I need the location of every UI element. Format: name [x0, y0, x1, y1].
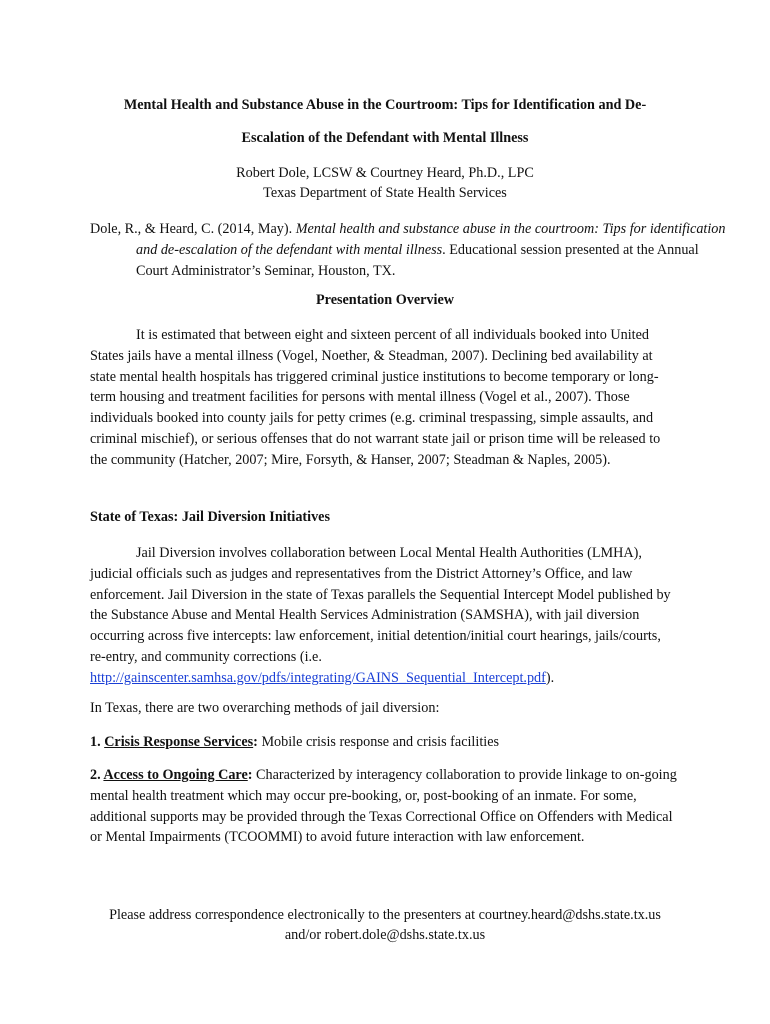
title-line-1: Mental Health and Substance Abuse in the Courtroom: Tips for Identification and De- — [123, 97, 647, 113]
correspondence-line-2: and/or robert.dole@dshs.state.tx.us — [284, 927, 486, 943]
overview-paragraph: It is estimated that between eight and sixteen percent of all individuals booked into United States jails have a mental illness (Vogel, Noether, & Steadman, 2007). Declining bed availability at state mental health hospitals has triggered criminal justice institutions to become temporary or long-term housing and treatment facilities for persons with mental illness (Vogel et al., 2007). Those individuals booked into county jails for petty crimes (e.g. criminal trespassing, simple assaults, and criminal mischief), or serious offenses that do not warrant state jail or prison time will be released to the community (Hatcher, 2007; Mire, Forsyth, & Hanser, 2007; Steadman & Naples, 2005). — [90, 327, 661, 468]
methods-intro: In Texas, there are two overarching methods of jail diversion: — [90, 700, 440, 716]
item1-text: Mobile crisis response and crisis facilities — [257, 734, 500, 750]
texas-paragraph-text: Jail Diversion involves collaboration between Local Mental Health Authorities (LMHA), judicial officials such as judges and representatives from the District Attorney’s Office, and law enforcement. Jail Diversion in the state of Texas parallels the Sequential Intercept Model published by the Substance Abuse and Mental Health Services Administration (SAMSHA), with jail diversion occurring across five intercepts: law enforcement, initial detention/initial court hearings, jails/courts, re-entry, and community corrections (i.e. — [90, 545, 671, 665]
texas-paragraph — [90, 543, 680, 689]
item1-label: Crisis Response Services — [104, 734, 254, 750]
list-item-1 — [90, 732, 680, 753]
item2-number: 2. — [90, 767, 104, 783]
item1-number: 1. — [90, 734, 105, 750]
citation-post: . Educational session presented at the Annual Court Administrator’s Seminar, Houston, TX. — [136, 241, 699, 279]
citation-pre: Dole, R., & Heard, C. (2014, May). — [90, 221, 296, 237]
affiliation: Texas Department of State Health Services — [263, 185, 507, 201]
citation-title: Mental health and substance abuse in the courtroom: Tips for identification and de-escalation of the defendant with mental illness — [136, 221, 726, 258]
item2-colon: : — [247, 767, 253, 783]
item1-colon: : — [253, 734, 258, 750]
texas-heading: State of Texas: Jail Diversion Initiatives — [90, 509, 331, 525]
link-after: ). — [545, 669, 555, 686]
list-item-2 — [90, 765, 680, 848]
item2-label: Access to Ongoing Care — [103, 767, 248, 783]
citation — [90, 219, 726, 281]
correspondence-line-1: Please address correspondence electronically to the presenters at courtney.heard@dshs.state.tx.us — [109, 907, 661, 923]
item2-text: Characterized by interagency collaboration to provide linkage to on-going mental health treatment which may occur pre-booking, or, post-booking of an inmate. For some, additional supports may be provided through the Texas Correctional Office on Offenders with Medical or Mental Impairments (TCOOMMI) to avoid future interaction with law enforcement. — [90, 767, 677, 846]
overview-heading: Presentation Overview — [315, 292, 455, 308]
title-line-2: Escalation of the Defendant with Mental Illness — [241, 130, 529, 146]
authors: Robert Dole, LCSW & Courtney Heard, Ph.D., LPC — [236, 165, 534, 181]
gains-link[interactable]: http://gainscenter.samhsa.gov/pdfs/integrating/GAINS_Sequential_Intercept.pdf — [90, 669, 546, 686]
